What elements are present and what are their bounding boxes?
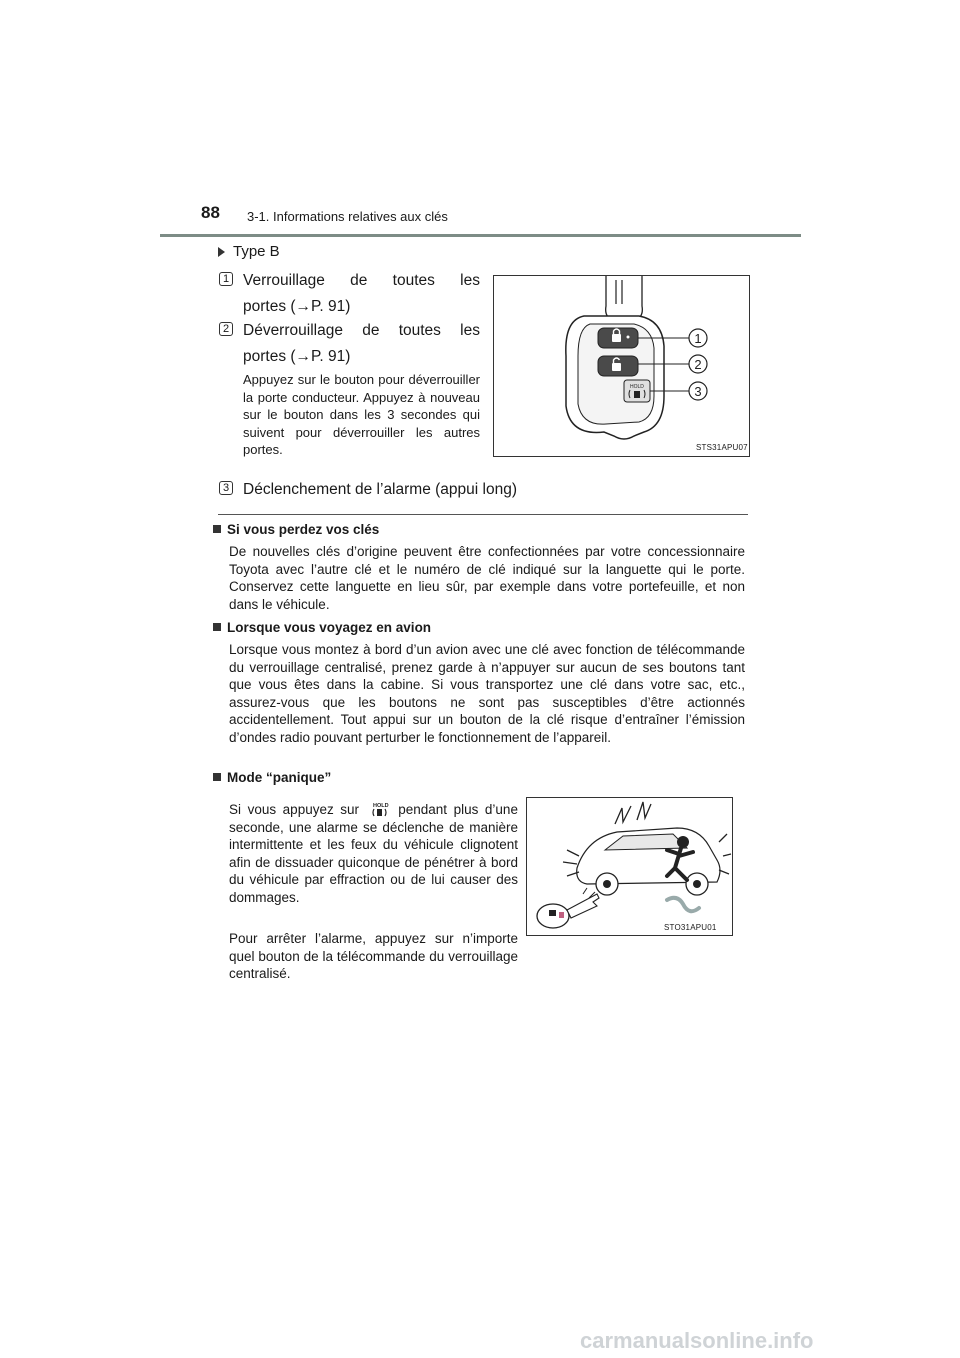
panic-stop-text: Pour arrêter l’alarme, appuyez sur n’importe quel bouton de la télécommande du verrouillage centralisé.	[229, 931, 518, 981]
section-title: 3-1. Informations relatives aux clés	[247, 209, 448, 224]
panic-figure	[526, 797, 733, 936]
item-1-line2: portes (→P. 91)	[243, 298, 351, 315]
type-label: Type B	[218, 243, 280, 260]
item-3-label: Déclenchement de l’alarme (appui long)	[243, 481, 517, 498]
watermark: carmanualsonline.info	[580, 1328, 814, 1353]
key-fob-illustration	[494, 276, 749, 456]
lost-keys-title: Si vous perdez vos clés	[213, 522, 379, 537]
lost-keys-text: De nouvelles clés d’origine peuvent être confectionnées par votre concessionnaire Toyota avec l’autre clé et le numéro de clé indiqué sur la languette qui le porte. Conservez cette languette en lieu sûr, par exemple dans votre portefeuille, et non dans le véhicule.	[229, 544, 745, 612]
item-number-2: 2	[219, 322, 233, 336]
item-2-line1: Déverrouillage de toutes les	[243, 322, 480, 339]
figure-code-key: STS31APU07	[696, 443, 748, 452]
airplane-text: Lorsque vous montez à bord d’un avion avec une clé avec fonction de télécommande du verrouillage centralisé, prenez garde à n’appuyer sur aucun de ses boutons tant que vous êtes dans la cabine. Si vous transportez une clé dans votre sac, etc., assurez-vous que les boutons ne sont pas susceptibles d’être actionnés accidentellement. Tout appui sur un bouton de la clé risque d’entraîner l’émission d’ondes radio pouvant perturber le fonctionnement de l’appareil.	[229, 642, 745, 745]
hold-label-key: HOLD	[630, 384, 644, 390]
unlock-note: Appuyez sur le bouton pour déverrouiller la porte conducteur. Appuyez à nouveau sur le bouton dans les 3 secondes qui suivent pour déverrouiller les autres portes.	[243, 372, 480, 457]
square-bullet-icon	[213, 525, 221, 533]
item-2-line2: portes (→P. 91)	[243, 348, 351, 365]
airplane-title: Lorsque vous voyagez en avion	[213, 620, 431, 635]
callout-1: 1	[694, 331, 702, 346]
arrow-right-icon	[218, 247, 225, 257]
hold-button-icon	[368, 801, 390, 818]
item-1-line1: Verrouillage de toutes les	[243, 272, 480, 289]
panic-text: Si vous appuyez sur HOLD pendant plus d’une seconde, une alarme se déclenche de manière intermittente et les feux du véhicule clignotent afin de dissuader quiconque de pénétrer à bord du véhicule par effraction ou de lui causer des dommages.	[229, 802, 518, 905]
item-number-1: 1	[219, 272, 233, 286]
callout-3: 3	[694, 384, 702, 399]
square-bullet-icon	[213, 623, 221, 631]
page-number: 88	[201, 203, 220, 222]
item-number-3: 3	[219, 481, 233, 495]
panic-title: Mode “panique”	[213, 770, 331, 785]
header-rule	[160, 234, 801, 237]
square-bullet-icon	[213, 773, 221, 781]
figure-code-panic: STO31APU01	[664, 923, 717, 932]
svg-text:HOLD: HOLD	[372, 803, 389, 809]
panic-alarm-illustration	[527, 798, 732, 935]
callout-2: 2	[694, 357, 702, 372]
section-divider	[218, 514, 748, 515]
key-figure	[493, 275, 750, 457]
